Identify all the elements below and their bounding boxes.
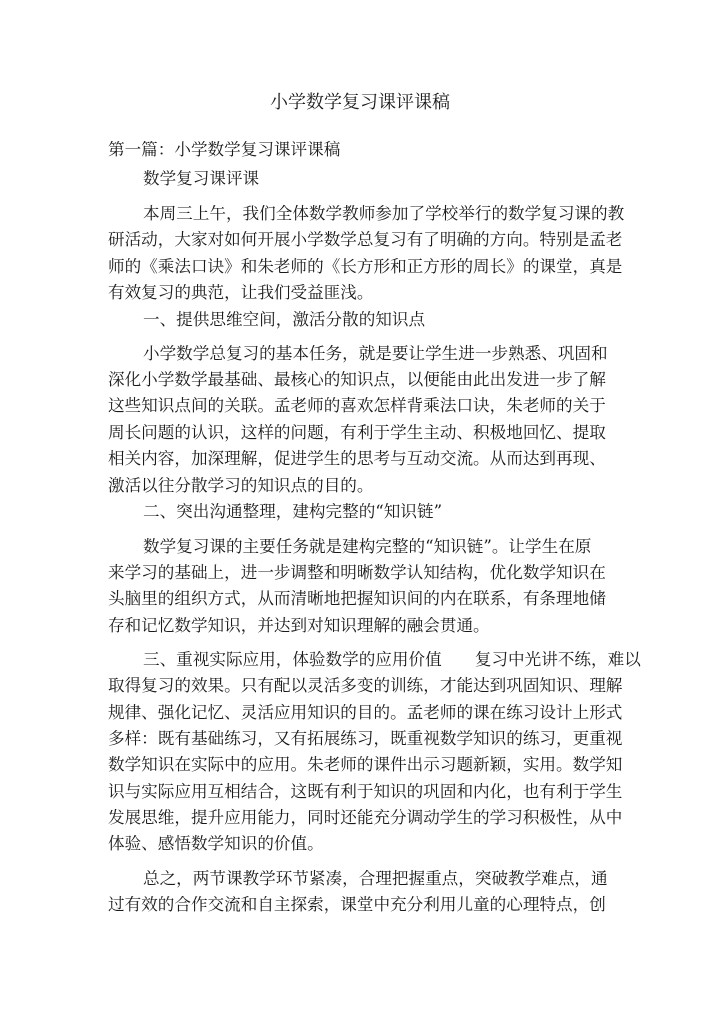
paragraph-line: 本周三上午，我们全体数学教师参加了学校举行的数学复习课的教 — [143, 204, 625, 223]
paragraph-line: 深化小学数学最基础、最核心的知识点，以便能由此出发进一步了解 — [108, 370, 606, 389]
document-title: 小学数学复习课评课稿 — [270, 92, 450, 113]
paragraph-line: 总之，两节课教学环节紧凑，合理把握重点，突破教学难点，通 — [143, 869, 608, 888]
subheading: 数学复习课评课 — [143, 169, 260, 188]
paragraph-heading: 一、提供思维空间，激活分散的知识点 — [143, 310, 426, 329]
paragraph-line: 这些知识点间的关联。孟老师的喜欢怎样背乘法口诀，朱老师的关于 — [108, 396, 606, 415]
paragraph-line: 取得复习的效果。只有配以灵活多变的训练，才能达到巩固知识、理解 — [108, 676, 623, 695]
paragraph-heading: 二、突出沟通整理，建构完整的“知识链” — [143, 502, 443, 521]
paragraph-line: 数学复习课的主要任务就是建构完整的“知识链”。让学生在原 — [143, 537, 592, 556]
paragraph-line: 周长问题的认识，这样的问题，有利于学生主动、积极地回忆、提取 — [108, 423, 606, 442]
paragraph-line: 激活以往分散学习的知识点的目的。 — [108, 476, 374, 495]
paragraph-line: 有效复习的典范，让我们受益匪浅。 — [108, 283, 374, 302]
section-heading: 第一篇：小学数学复习课评课稿 — [108, 140, 341, 159]
paragraph-line: 研活动，大家对如何开展小学数学总复习有了明确的方向。特别是孟老 — [108, 230, 623, 249]
paragraph-line: 师的《乘法口诀》和朱老师的《长方形和正方形的周长》的课堂，真是 — [108, 257, 623, 276]
paragraph-line: 发展思维，提升应用能力，同时还能充分调动学生的学习积极性，从中 — [108, 808, 623, 827]
paragraph-line: 规律、强化记忆、灵活应用知识的目的。孟老师的课在练习设计上形式 — [108, 703, 623, 722]
paragraph-line: 三、重视实际应用，体验数学的应用价值 复习中光讲不练，难以 — [143, 650, 641, 669]
paragraph-line: 头脑里的组织方式，从而清晰地把握知识间的内在联系，有条理地储 — [108, 589, 606, 608]
paragraph-line: 过有效的合作交流和自主探索，课堂中充分利用儿童的心理特点，创 — [108, 895, 606, 914]
paragraph-line: 数学知识在实际中的应用。朱老师的课件出示习题新颖，实用。数学知 — [108, 755, 623, 774]
paragraph-line: 相关内容，加深理解，促进学生的思考与互动交流。从而达到再现、 — [108, 449, 606, 468]
paragraph-line: 来学习的基础上，进一步调整和明晰数学认知结构，优化数学知识在 — [108, 563, 606, 582]
paragraph-line: 识与实际应用互相结合，这既有利于知识的巩固和内化，也有利于学生 — [108, 782, 623, 801]
paragraph-line: 体验、感悟数学知识的价值。 — [108, 834, 324, 853]
paragraph-line: 小学数学总复习的基本任务，就是要让学生进一步熟悉、巩固和 — [143, 344, 608, 363]
paragraph-line: 存和记忆数学知识，并达到对知识理解的融会贯通。 — [108, 616, 490, 635]
paragraph-line: 多样：既有基础练习，又有拓展练习，既重视数学知识的练习，更重视 — [108, 729, 623, 748]
